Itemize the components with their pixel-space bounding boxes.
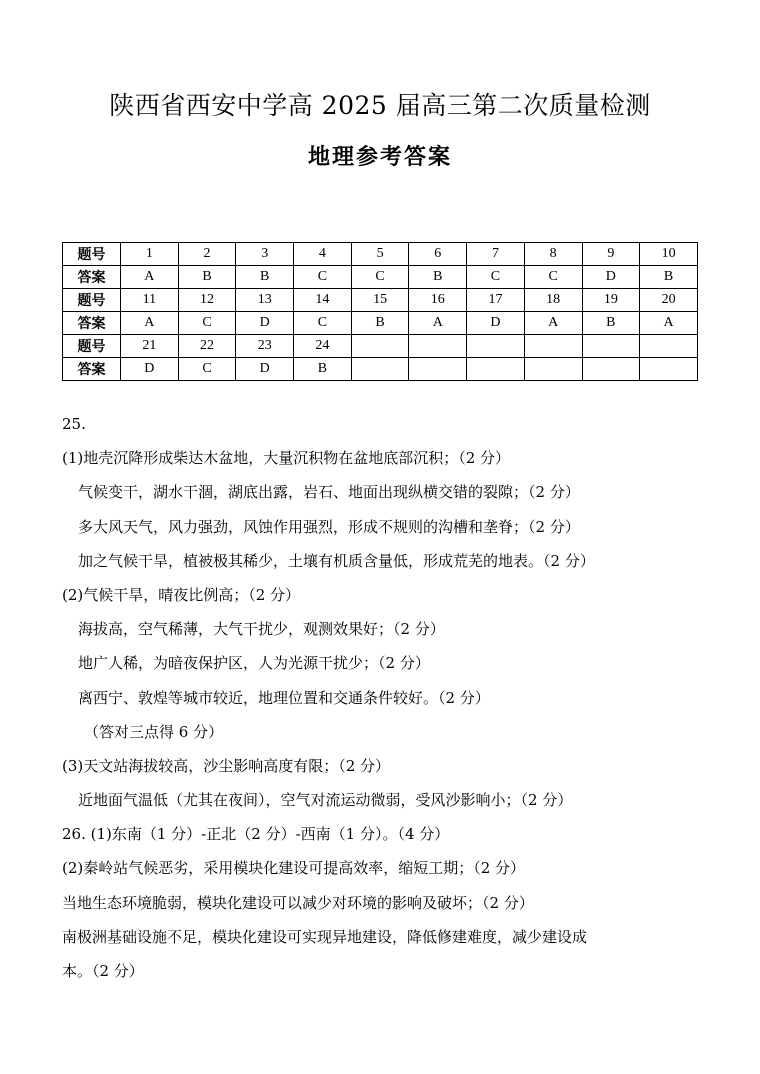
answer-cell [351, 358, 409, 381]
answer-cell: B [351, 312, 409, 335]
answer-line: 26. (1)东南（1 分）-正北（2 分）-西南（1 分）。（4 分） [62, 825, 450, 844]
question-number-cell: 1 [121, 243, 179, 266]
question-number-cell: 16 [409, 289, 467, 312]
answer-cell [409, 358, 467, 381]
answer-cell: B [582, 312, 640, 335]
question-number-cell: 3 [236, 243, 294, 266]
answer-cell: C [294, 266, 352, 289]
question-number-cell: 10 [640, 243, 698, 266]
answer-line: 气候变干，湖水干涸，湖底出露，岩石、地面出现纵横交错的裂隙；（2 分） [78, 483, 580, 502]
question-number-cell: 6 [409, 243, 467, 266]
answer-cell [467, 358, 525, 381]
answer-cell: C [178, 358, 236, 381]
answer-line: 南极洲基础设施不足，模块化建设可实现异地建设，降低修建难度，减少建设成 [62, 927, 588, 946]
answer-line: (2)秦岭站气候恶劣，采用模块化建设可提高效率，缩短工期；（2 分） [62, 859, 526, 878]
answer-line: 25. [62, 415, 86, 433]
answer-cell: A [640, 312, 698, 335]
row-label-answer: 答案 [63, 266, 121, 289]
answer-cell: B [409, 266, 467, 289]
answer-cell: B [236, 266, 294, 289]
question-number-cell [582, 335, 640, 358]
question-number-cell: 14 [294, 289, 352, 312]
answer-line: (3)天文站海拔较高，沙尘影响高度有限；（2 分） [62, 756, 391, 775]
answer-row [63, 312, 698, 335]
answer-cell: D [582, 266, 640, 289]
answer-line: 离西宁、敦煌等城市较近，地理位置和交通条件较好。（2 分） [78, 688, 490, 707]
question-number-cell [467, 335, 525, 358]
answer-line: 多大风天气，风力强劲，风蚀作用强烈，形成不规则的沟槽和垄脊；（2 分） [78, 517, 580, 536]
answer-table-body [63, 243, 698, 381]
answer-cell: B [640, 266, 698, 289]
answer-line: 海拔高，空气稀薄，大气干扰少，观测效果好；（2 分） [78, 620, 445, 639]
row-label-answer: 答案 [63, 312, 121, 335]
question-number-row [63, 335, 698, 358]
answer-line: 本。（2 分） [62, 962, 144, 980]
answer-cell [524, 358, 582, 381]
question-number-cell: 11 [121, 289, 179, 312]
question-number-cell: 24 [294, 335, 352, 358]
question-number-cell: 17 [467, 289, 525, 312]
question-number-cell: 7 [467, 243, 525, 266]
answer-cell: C [524, 266, 582, 289]
answer-line: 加之气候干旱，植被极其稀少，土壤有机质含量低，形成荒芜的地表。（2 分） [78, 551, 595, 570]
answer-cell: A [121, 312, 179, 335]
row-label-question: 题号 [63, 243, 121, 266]
answer-cell: B [294, 358, 352, 381]
question-number-cell: 13 [236, 289, 294, 312]
answer-cell [582, 358, 640, 381]
question-number-cell [640, 335, 698, 358]
question-number-cell: 20 [640, 289, 698, 312]
document-title: 陕西省西安中学高 2025 届高三第二次质量检测 [109, 91, 651, 120]
question-number-cell: 23 [236, 335, 294, 358]
question-number-cell: 2 [178, 243, 236, 266]
answer-cell: C [178, 312, 236, 335]
answer-cell [640, 358, 698, 381]
answer-cell: A [409, 312, 467, 335]
question-number-cell: 9 [582, 243, 640, 266]
answer-cell: C [351, 266, 409, 289]
answer-row [63, 358, 698, 381]
answer-line: (1)地壳沉降形成柴达木盆地，大量沉积物在盆地底部沉积；（2 分） [62, 449, 511, 468]
answer-row [63, 266, 698, 289]
row-label-question: 题号 [63, 289, 121, 312]
answer-cell: A [524, 312, 582, 335]
question-number-cell: 19 [582, 289, 640, 312]
answer-cell: D [121, 358, 179, 381]
question-number-cell: 15 [351, 289, 409, 312]
question-number-cell: 12 [178, 289, 236, 312]
question-number-cell: 21 [121, 335, 179, 358]
question-number-cell: 8 [524, 243, 582, 266]
document-subtitle: 地理参考答案 [307, 144, 452, 170]
answer-cell: C [467, 266, 525, 289]
answer-line: 当地生态环境脆弱，模块化建设可以减少对环境的影响及破坏；（2 分） [62, 893, 534, 912]
question-number-cell: 5 [351, 243, 409, 266]
question-number-row [63, 289, 698, 312]
answer-cell: D [236, 312, 294, 335]
answer-cell: D [236, 358, 294, 381]
answer-cell: D [467, 312, 525, 335]
question-number-cell: 22 [178, 335, 236, 358]
answer-line: （答对三点得 6 分） [84, 722, 224, 741]
answer-text [62, 410, 702, 991]
question-number-cell: 18 [524, 289, 582, 312]
answer-cell: C [294, 312, 352, 335]
answer-line: 近地面气温低（尤其在夜间），空气对流运动微弱，受风沙影响小；（2 分） [78, 791, 573, 810]
answer-cell: A [121, 266, 179, 289]
question-number-cell [351, 335, 409, 358]
question-number-row [63, 243, 698, 266]
question-number-cell [409, 335, 467, 358]
answer-table [62, 242, 698, 381]
answer-line: (2)气候干旱，晴夜比例高；（2 分） [62, 585, 301, 604]
row-label-answer: 答案 [63, 358, 121, 381]
row-label-question: 题号 [63, 335, 121, 358]
answer-cell: B [178, 266, 236, 289]
question-number-cell [524, 335, 582, 358]
question-number-cell: 4 [294, 243, 352, 266]
answer-line: 地广人稀，为暗夜保护区，人为光源干扰少；（2 分） [78, 654, 430, 673]
